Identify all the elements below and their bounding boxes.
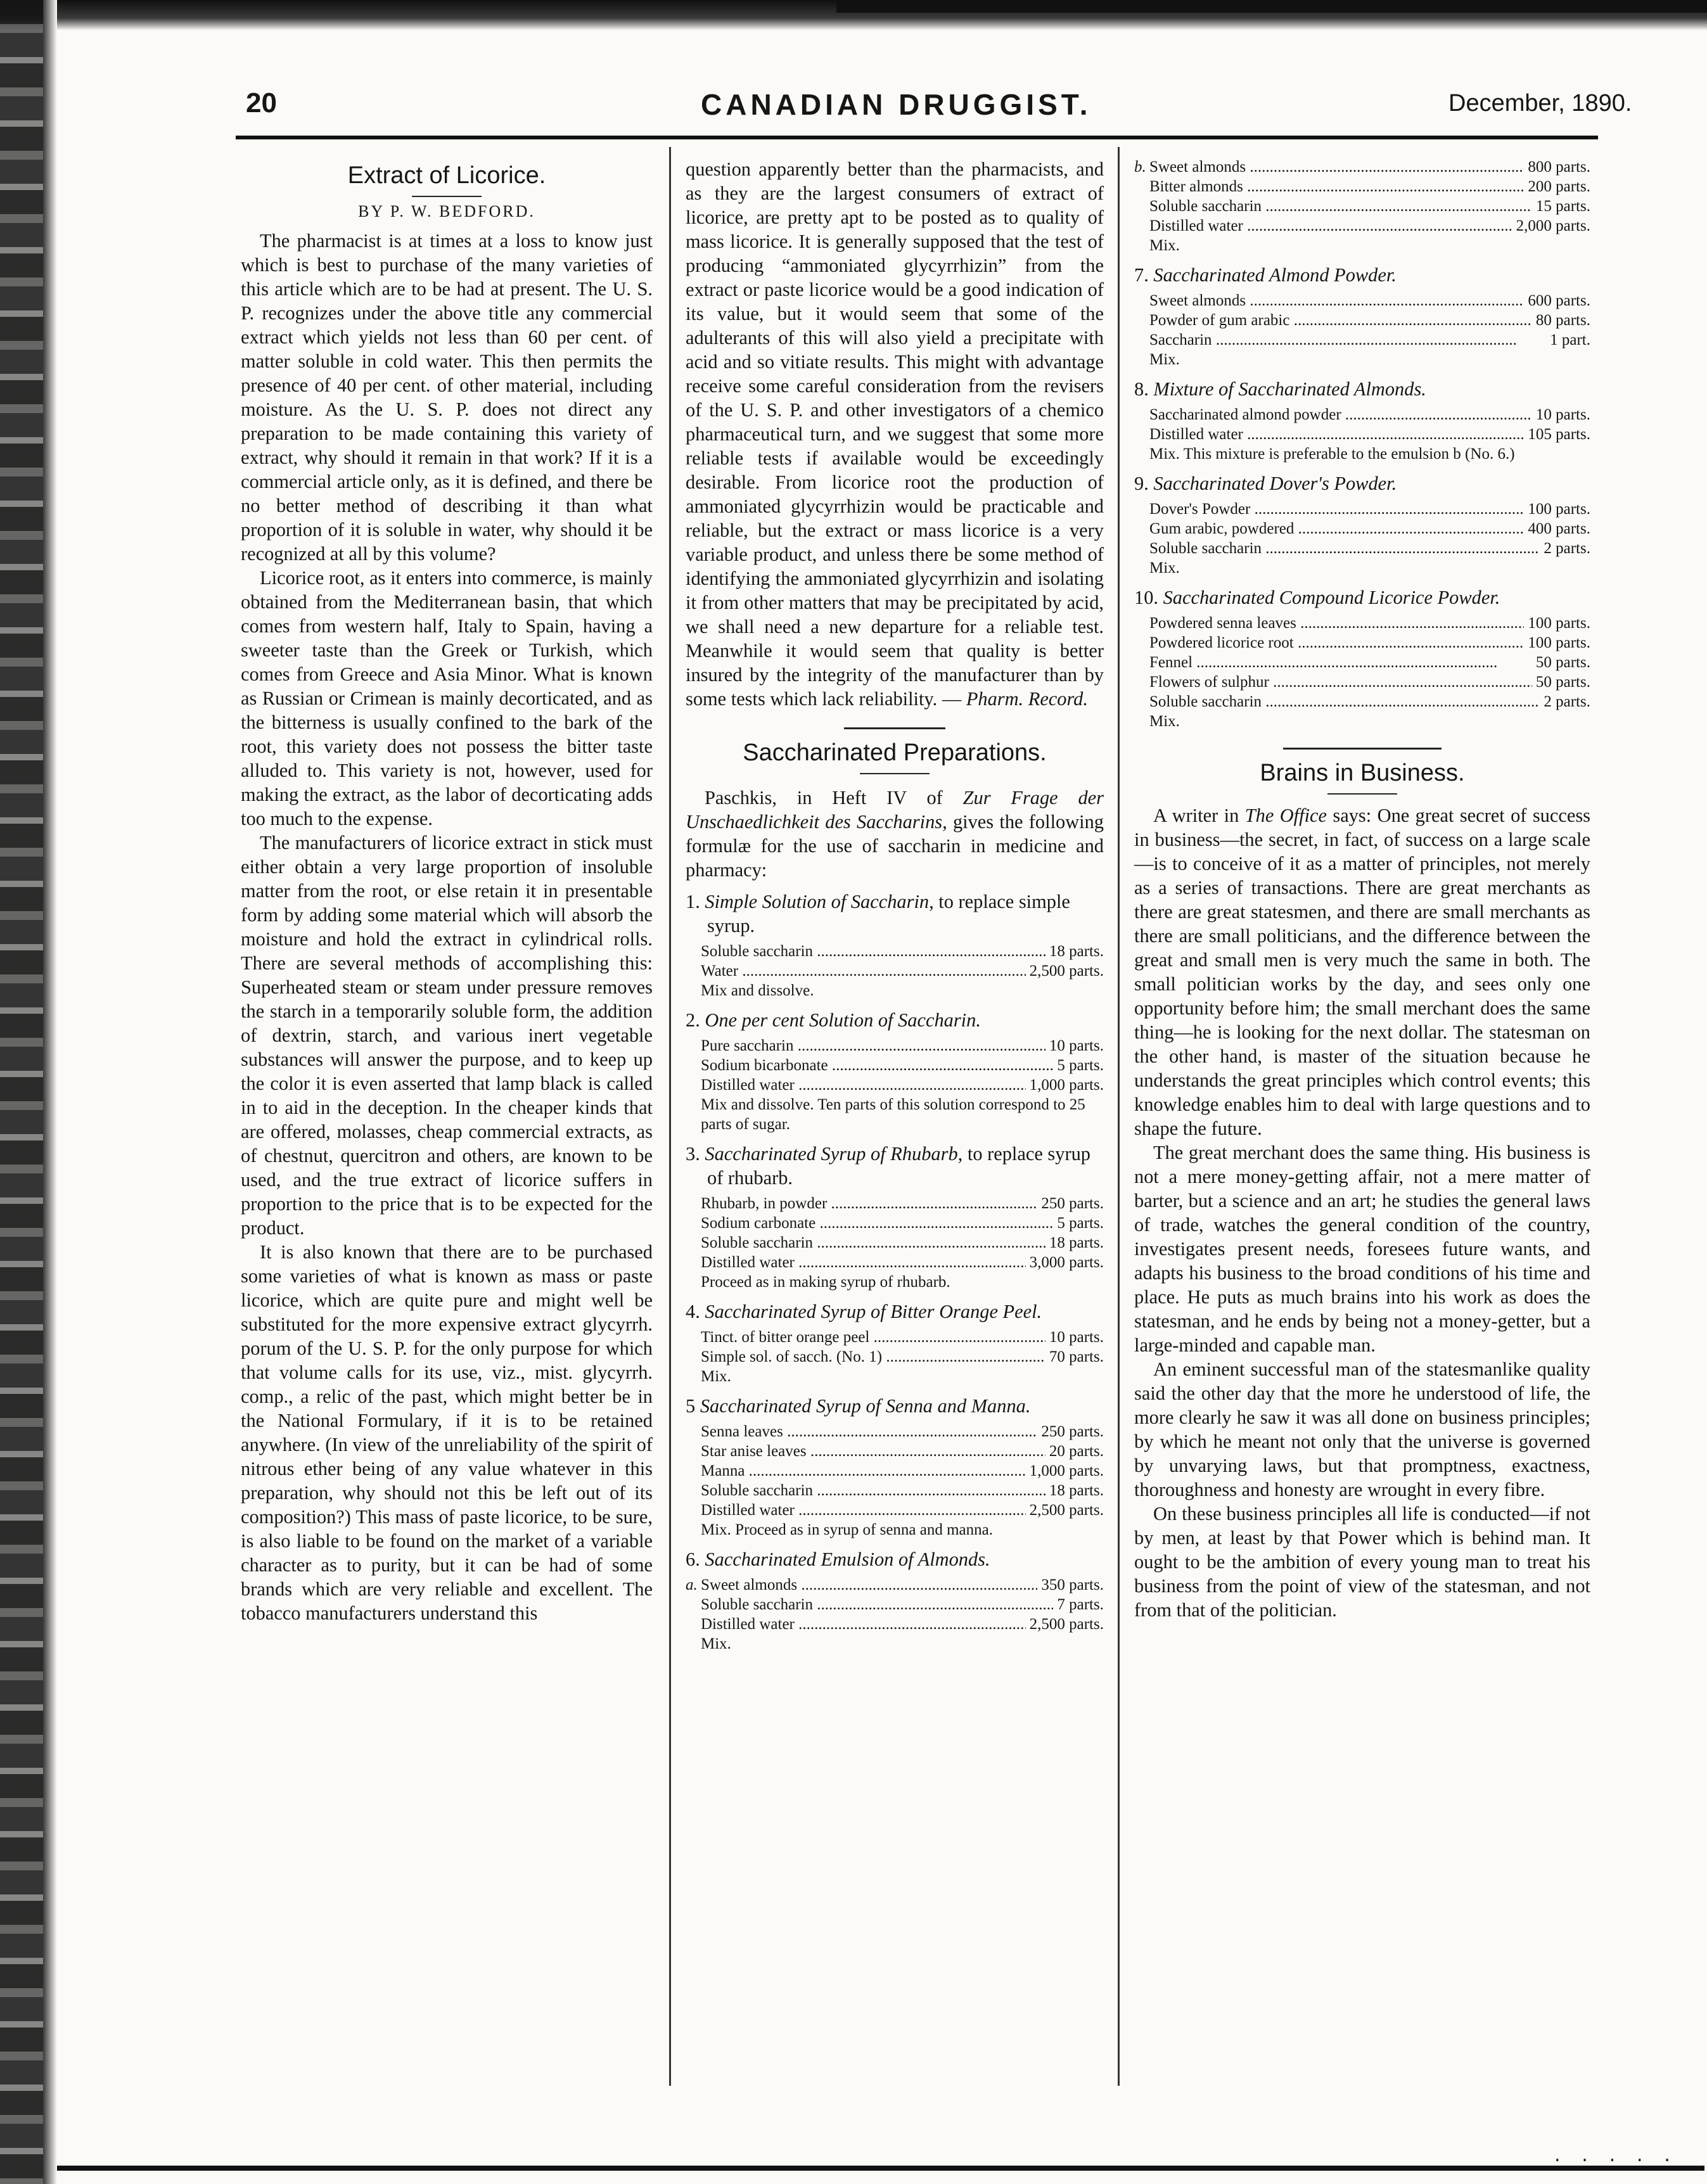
- ingredient-quantity: 800 parts.: [1528, 158, 1590, 176]
- ingredient-list: [686, 1036, 1104, 1095]
- recipe-name: Saccharinated Emulsion of Almonds.: [705, 1549, 990, 1570]
- ingredient-name: Fennel .....: [1149, 653, 1532, 672]
- ingredient-row: [1134, 539, 1590, 558]
- ingredient-quantity: 400 parts.: [1528, 520, 1590, 537]
- recipe-title: [686, 1008, 1104, 1032]
- recipe-number: 3.: [686, 1143, 700, 1165]
- article-title: Extract of Licorice.: [347, 162, 546, 189]
- ingredient-row: [1134, 330, 1590, 350]
- recipe-note: Mix. This mixture is preferable to the emulsion b (No. 6.): [1149, 445, 1515, 463]
- recipe-number: 9.: [1134, 473, 1149, 494]
- column-3: [1134, 157, 1590, 1622]
- recipe-title: [686, 1394, 1104, 1418]
- ingredient-name: Senna leaves .....: [701, 1422, 1037, 1441]
- recipe-name: Saccharinated Almond Powder.: [1153, 264, 1397, 286]
- ingredient-row: [1134, 177, 1590, 196]
- ingredient-list: [1134, 405, 1590, 444]
- ingredient-row: [686, 1253, 1104, 1272]
- ingredient-row: [686, 1595, 1104, 1614]
- article-title: Saccharinated Preparations.: [743, 739, 1047, 766]
- ingredient-name: Soluble saccharin .....: [701, 1481, 1045, 1500]
- recipe-number: 2.: [686, 1009, 700, 1031]
- ingredient-name: Powder of gum arabic .....: [1149, 310, 1532, 330]
- ingredient-name: Simple sol. of sacch. (No. 1) .....: [701, 1347, 1045, 1367]
- title-rule: [1327, 793, 1397, 795]
- ingredient-row: [1134, 672, 1590, 692]
- recipe-title: [686, 1547, 1104, 1571]
- title-rule: [860, 773, 930, 774]
- ingredient-list: [1134, 157, 1590, 236]
- ingredient-row: [686, 1575, 1104, 1595]
- variant-letter: a.: [686, 1576, 698, 1593]
- recipe-title: [686, 890, 1104, 938]
- ingredient-name: Sweet almonds .....: [701, 1575, 1037, 1595]
- scan-binding-edge: [0, 0, 43, 2184]
- ingredient-row: [1134, 499, 1590, 519]
- column-2: [686, 157, 1104, 1654]
- ingredient-name: Soluble saccharin .....: [701, 1233, 1045, 1253]
- ingredient-row: [686, 1500, 1104, 1520]
- ingredient-list: [686, 1575, 1104, 1634]
- ingredient-list: [686, 1194, 1104, 1272]
- ingredient-row: [686, 1194, 1104, 1213]
- ingredient-quantity: 100 parts.: [1528, 501, 1590, 518]
- recipe-note: Mix.: [1149, 237, 1180, 254]
- ingredient-name: Sweet almonds .....: [1149, 157, 1524, 177]
- ingredient-list: [1134, 291, 1590, 350]
- ingredient-list: [686, 1327, 1104, 1367]
- ingredient-quantity: 250 parts.: [1041, 1423, 1104, 1440]
- paragraph: An eminent successful man of the statesmanlike quality said the other day that the more he understood of life, the more clearly he saw it was all done on business principles; by which he meant not only that the universe is governed by unvarying laws, but that promptness, exactness, thoroughness and honesty are wrought in every fibre.: [1134, 1358, 1590, 1500]
- ingredient-quantity: 18 parts.: [1049, 1234, 1104, 1251]
- paragraph-text: question apparently better than the pharmacists, and as they are the largest consumers of extract of licorice, are pretty apt to be posted as to quality of mass licorice. It is generally supposed that the test of producing “ammoniated glycyrrhizin” from the extract or paste licorice would be a good indication of its value, but it would seem that some of the adulterants of this will also yield a precipitate with acid and so vitiate results. This might with advantage receive some careful consideration from the revisers of the U. S. P. and other investigators of a chemico pharmaceutical turn, and we suggest that some more reliable tests if available would be exceedingly desirable. From licorice root the production of ammoniated glycyrrhizin would be practicable and reliable, but the extract or mass licorice is a very variable product, and unless there be some method of identifying the ammoniated glycyrrhizin and isolating it from other matters that may be precipitated by acid, we shall need a new departure for a reliable test. Meanwhile it would seem that quality is better insured by the integrity of the manufacturer than by some tests which lack reliability. —: [686, 158, 1104, 710]
- ingredient-name: Saccharin .....: [1149, 330, 1546, 350]
- recipe-number: 5: [686, 1395, 696, 1417]
- recipe-note: Mix and dissolve. Ten parts of this solution correspond to 25 parts of sugar.: [701, 1096, 1085, 1133]
- paragraph: [686, 157, 1104, 711]
- recipe-name: Saccharinated Syrup of Rhubarb,: [705, 1143, 963, 1165]
- recipe-title: [1134, 471, 1590, 495]
- ingredient-list: [686, 942, 1104, 981]
- recipe-title: [1134, 377, 1590, 401]
- column-1: [241, 157, 653, 1625]
- column-divider: [669, 147, 671, 2086]
- recipe-number: 10.: [1134, 587, 1158, 608]
- ingredient-quantity: 3,000 parts.: [1029, 1254, 1104, 1271]
- ingredient-name: Distilled water .....: [701, 1614, 1026, 1634]
- paragraph: On these business principles all life is conducted—if not by men, at least by that Power which is behind man. It ought to be the ambition of every young man to treat his business from the point of view of the statesman, and not from that of the politician.: [1134, 1503, 1590, 1621]
- cited-work: Zur Frage der Unschaedlichkeit des Saccharins,: [686, 787, 1104, 833]
- column-divider: [1118, 147, 1120, 2086]
- ingredient-quantity: 105 parts.: [1528, 426, 1590, 443]
- ingredient-row: [686, 1422, 1104, 1441]
- source-citation: Pharm. Record.: [966, 688, 1088, 710]
- recipe-purpose: to replace simple syrup.: [707, 891, 1070, 936]
- recipe-name: Saccharinated Syrup of Senna and Manna.: [700, 1395, 1031, 1417]
- paragraph: [686, 786, 1104, 882]
- ingredient-name: Gum arabic, powdered .....: [1149, 519, 1524, 539]
- paragraph: The great merchant does the same thing. His business is not a mere money-getting affair, not a mere matter of barter, but a science and an art; he studies the general laws of trade, watches the general condition of the country, investigates present needs, foresees future wants, and adapts his business to the broad conditions of his time and place. He puts as much brains into his work as does the statesman, and he ends by being not a money-getter, but a large-minded and capable man.: [1134, 1142, 1590, 1356]
- recipe-name: Saccharinated Dover's Powder.: [1153, 473, 1397, 494]
- ingredient-quantity: 15 parts.: [1535, 198, 1590, 215]
- ingredient-quantity: 2,500 parts.: [1029, 962, 1104, 980]
- recipe-note: Mix.: [1149, 351, 1180, 368]
- recipe-title: [686, 1300, 1104, 1324]
- ingredient-row: [1134, 157, 1590, 177]
- ingredient-name: Distilled water .....: [1149, 216, 1512, 236]
- ingredient-quantity: 1 part.: [1550, 331, 1590, 348]
- recipe-name: Simple Solution of Saccharin,: [705, 891, 934, 912]
- ingredient-row: [686, 1036, 1104, 1056]
- ingredient-name: Sodium carbonate .....: [701, 1213, 1053, 1233]
- ingredient-row: [686, 942, 1104, 961]
- ingredient-name: Distilled water .....: [701, 1075, 1026, 1095]
- article-byline: BY P. W. BEDFORD.: [358, 202, 535, 220]
- recipe-name: One per cent Solution of Saccharin.: [705, 1009, 981, 1031]
- ingredient-row: [1134, 613, 1590, 633]
- scan-specks: · · · · ·: [1552, 2151, 1676, 2170]
- article-title: Brains in Business.: [1260, 760, 1465, 786]
- recipe-title: [1134, 585, 1590, 610]
- ingredient-quantity: 1,000 parts.: [1029, 1462, 1104, 1479]
- paragraph-text: says: One great secret of success in business—the secret, in fact, of success on a large scale—is to conceive of it as a matter of principles, not merely as a series of transactions. There are great merchants as there are great statesmen, and there are small merchants as there are small politicians, and the difference between the great and small men is very much the same in both. The small politician works by the day, and sees only one opportunity before him; the small merchant does the same thing—he is looking for the next dollar. The statesman on the other hand, is master of the situation because he understands the great principles which control events; this knowledge enables him to deal with large questions and to shape the future.: [1134, 805, 1590, 1139]
- ingredient-name: Soluble saccharin .....: [1149, 539, 1540, 558]
- ingredient-row: [1134, 405, 1590, 425]
- recipe-note: Mix and dissolve.: [701, 982, 814, 999]
- paragraph: Licorice root, as it enters into commerce, is mainly obtained from the Mediterranean basin, that which comes from western half, Italy to Spain, having a sweeter taste than the Greek or Turkish, which comes from Greece and Asia Minor. What is known as Russian or Crimean is mainly decorticated, and as the bitterness is usually confined to the bark of the root, this variety does not possess the bitter taste alluded to. This variety is not, however, used for making the extract, as the labor of decorticating adds too much to the expense.: [241, 567, 653, 829]
- header-rule: [236, 136, 1598, 139]
- title-rule: [412, 196, 482, 197]
- ingredient-name: Powdered licorice root .....: [1149, 633, 1524, 653]
- paragraph: The pharmacist is at times at a loss to know just which is best to purchase of the many varieties of this article which are to be had at present. The U. S. P. recognizes under the above title any commercial extract which yields not less than 60 per cent. of matter soluble in cold water. This then permits the presence of 40 per cent. of other material, including moisture. As the U. S. P. does not direct any preparation to be made containing this variety of extract, why should it remain in that work? If it is a commercial article only, as it is defined, and there be no better method of describing it than what proportion of it is soluble in water, why should it be recognized at all by this volume?: [241, 230, 653, 565]
- bottom-rule: [57, 2166, 1704, 2171]
- ingredient-row: [1134, 310, 1590, 330]
- ingredient-row: [686, 1481, 1104, 1500]
- recipe-note: Mix.: [1149, 713, 1180, 730]
- ingredient-quantity: 2,000 parts.: [1516, 217, 1590, 234]
- ingredient-quantity: 100 parts.: [1528, 634, 1590, 651]
- ingredient-name: Soluble saccharin .....: [701, 1595, 1053, 1614]
- ingredient-row: [1134, 291, 1590, 310]
- ingredient-name: Dover's Powder .....: [1149, 499, 1524, 519]
- recipe-name: Mixture of Saccharinated Almonds.: [1153, 378, 1426, 400]
- issue-date: December, 1890.: [1448, 90, 1632, 117]
- ingredient-quantity: 18 parts.: [1049, 943, 1104, 960]
- ingredient-quantity: 1,000 parts.: [1029, 1076, 1104, 1094]
- ingredient-name: Flowers of sulphur .....: [1149, 672, 1532, 692]
- ingredient-row: [1134, 425, 1590, 444]
- ingredient-quantity: 5 parts.: [1057, 1215, 1104, 1232]
- ingredient-quantity: 250 parts.: [1041, 1195, 1104, 1212]
- variant-letter: b.: [1134, 158, 1146, 176]
- ingredient-name: Tinct. of bitter orange peel .....: [701, 1327, 1045, 1347]
- ingredient-name: Distilled water .....: [1149, 425, 1524, 444]
- recipe-purpose: to replace syrup of rhubarb.: [707, 1143, 1090, 1189]
- ingredient-row: [1134, 196, 1590, 216]
- ingredient-name: Powdered senna leaves .....: [1149, 613, 1524, 633]
- intro-text: gives the following formulæ for the use of saccharin in medicine and pharmacy:: [686, 811, 1104, 881]
- page-number: 20: [246, 87, 277, 118]
- ingredient-name: Soluble saccharin .....: [701, 942, 1045, 961]
- ingredient-name: Sweet almonds .....: [1149, 291, 1524, 310]
- ingredient-quantity: 10 parts.: [1049, 1037, 1104, 1054]
- ingredient-row: [686, 1441, 1104, 1461]
- ingredient-name: Distilled water .....: [701, 1253, 1026, 1272]
- ingredient-row: [1134, 653, 1590, 672]
- ingredient-name: Bitter almonds .....: [1149, 177, 1524, 196]
- ingredient-quantity: 80 parts.: [1535, 312, 1590, 329]
- cited-publication: The Office: [1244, 805, 1327, 826]
- ingredient-row: [686, 1213, 1104, 1233]
- paragraph-text: A writer in: [1153, 805, 1239, 826]
- recipe-note: Mix. Proceed as in syrup of senna and manna.: [701, 1521, 993, 1538]
- ingredient-quantity: 2,500 parts.: [1029, 1502, 1104, 1519]
- paragraph: [1134, 803, 1590, 1140]
- ingredient-row: [1134, 633, 1590, 653]
- intro-text: Paschkis, in Heft IV of: [705, 787, 943, 808]
- ingredient-row: [686, 1056, 1104, 1075]
- recipe-note: Proceed as in making syrup of rhubarb.: [701, 1274, 950, 1291]
- recipe-number: 1.: [686, 891, 700, 912]
- ingredient-row: [686, 1347, 1104, 1367]
- article-separator: [1283, 748, 1442, 750]
- ingredient-row: [686, 1075, 1104, 1095]
- ingredient-quantity: 18 parts.: [1049, 1482, 1104, 1499]
- recipe-note: Mix.: [701, 1635, 731, 1652]
- ingredient-quantity: 5 parts.: [1057, 1057, 1104, 1074]
- ingredient-name: Distilled water .....: [701, 1500, 1026, 1520]
- ingredient-list: [1134, 613, 1590, 712]
- recipe-number: 6.: [686, 1549, 700, 1570]
- ingredient-quantity: 10 parts.: [1049, 1329, 1104, 1346]
- ingredient-quantity: 70 parts.: [1049, 1348, 1104, 1365]
- article-separator: [844, 727, 945, 729]
- recipe-note: Mix.: [1149, 559, 1180, 577]
- recipe-number: 7.: [1134, 264, 1149, 286]
- ingredient-name: Pure saccharin .....: [701, 1036, 1045, 1056]
- paragraph: The manufacturers of licorice extract in stick must either obtain a very large proportion of insoluble matter from the root, or else retain it in presentable form by adding some material which will absorb the moisture and hold the extract in cylindrical rolls. There are several methods of accomplishing this: Superheated steam or steam under pressure removes the starch in a temporarily soluble form, the addition of dextrin, starch, and various inert vegetable substances will answer the purpose, and to keep up the color it is even asserted that lamp black is called in to aid in the deception. In the cheaper kinds that are offered, molasses, cheap commercial extracts, as of chestnut, quercitron and others, are known to be used, and the true extract of licorice suffers in proportion to the price that is to be expected for the product.: [241, 832, 653, 1239]
- ingredient-quantity: 50 parts.: [1535, 654, 1590, 671]
- ingredient-row: [1134, 216, 1590, 236]
- paragraph: It is also known that there are to be purchased some varieties of what is known as mass or paste licorice, which are quite pure and might well be substituted for the more expensive extract glycyrrh. porum of the U. S. P. for the only purpose for which that volume calls for its use, viz., mist. glycyrrh. comp., a relic of the past, which might better be in the National Formulary, if it is to be retained anywhere. (In view of the unreliability of the spirit of nitrous ether being of any value whatever in this preparation, why should not this be left out of its composition?) This mass of paste licorice, to be sure, is also liable to be found on the market of a variable character as to purity, but it can be had of some brands which are very reliable and excellent. The tobacco manufacturers understand this: [241, 1241, 653, 1624]
- ingredient-quantity: 10 parts.: [1535, 406, 1590, 423]
- recipe-number: 8.: [1134, 378, 1149, 400]
- ingredient-list: [1134, 499, 1590, 558]
- publication-title: CANADIAN DRUGGIST.: [701, 88, 1092, 121]
- ingredient-name: Star anise leaves .....: [701, 1441, 1045, 1461]
- recipe-number: 4.: [686, 1301, 700, 1322]
- ingredient-quantity: 600 parts.: [1528, 292, 1590, 309]
- ingredient-quantity: 7 parts.: [1057, 1596, 1104, 1613]
- ingredient-name: Water .....: [701, 961, 1026, 981]
- ingredient-list: [686, 1422, 1104, 1520]
- ingredient-row: [1134, 692, 1590, 712]
- ingredient-row: [686, 961, 1104, 981]
- recipe-title: [686, 1142, 1104, 1190]
- ingredient-name: Soluble saccharin .....: [1149, 196, 1532, 216]
- ingredient-row: [1134, 519, 1590, 539]
- ingredient-row: [686, 1614, 1104, 1634]
- recipe-title: [1134, 263, 1590, 287]
- ingredient-name: Rhubarb, in powder .....: [701, 1194, 1037, 1213]
- recipe-name: Saccharinated Compound Licorice Powder.: [1163, 587, 1500, 608]
- scan-top-bar: [836, 0, 1707, 13]
- ingredient-name: Manna .....: [701, 1461, 1026, 1481]
- ingredient-quantity: 2 parts.: [1544, 693, 1590, 710]
- ingredient-quantity: 20 parts.: [1049, 1443, 1104, 1460]
- ingredient-quantity: 2 parts.: [1544, 540, 1590, 557]
- ingredient-name: Sodium bicarbonate .....: [701, 1056, 1053, 1075]
- ingredient-row: [686, 1461, 1104, 1481]
- recipe-name: Saccharinated Syrup of Bitter Orange Peel.: [705, 1301, 1042, 1322]
- ingredient-row: [686, 1327, 1104, 1347]
- ingredient-quantity: 350 parts.: [1041, 1576, 1104, 1593]
- ingredient-quantity: 100 parts.: [1528, 615, 1590, 632]
- ingredient-quantity: 50 parts.: [1535, 674, 1590, 691]
- ingredient-row: [686, 1233, 1104, 1253]
- recipe-note: Mix.: [701, 1368, 731, 1385]
- ingredient-quantity: 200 parts.: [1528, 178, 1590, 195]
- scan-binding-shadow: [43, 0, 57, 2184]
- ingredient-name: Saccharinated almond powder .....: [1149, 405, 1532, 425]
- ingredient-name: Soluble saccharin .....: [1149, 692, 1540, 712]
- ingredient-quantity: 2,500 parts.: [1029, 1616, 1104, 1633]
